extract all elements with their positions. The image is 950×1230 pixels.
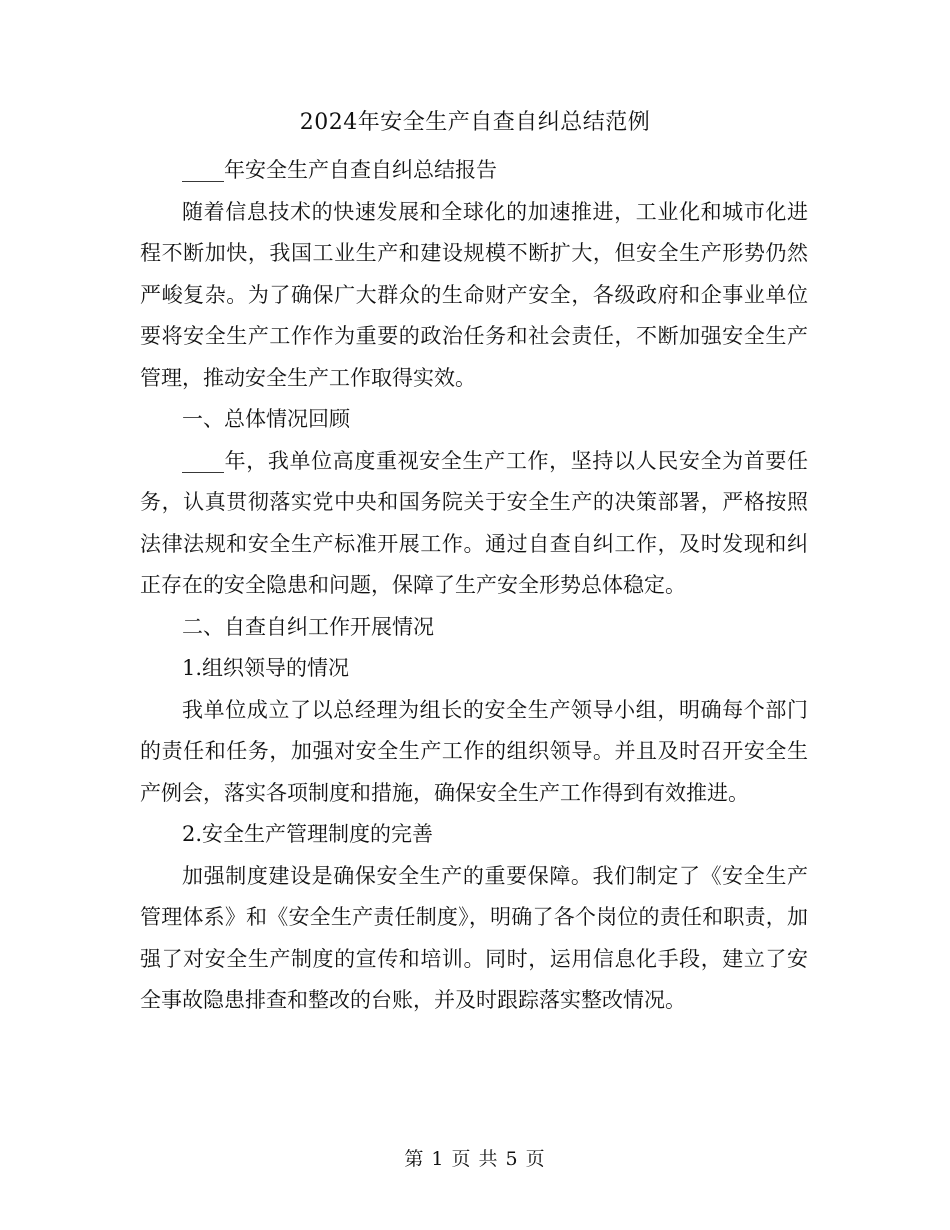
intro-paragraph: 随着信息技术的快速发展和全球化的加速推进，工业化和城市化进程不断加快，我国工业生产和建设规模不断扩大，但安全生产形势仍然严峻复杂。为了确保广大群众的生命财产安全，各级政府和企事业单位要将安全生产工作作为重要的政治任务和社会责任，不断加强安全生产管理，推动安全生产工作取得实效。 — [140, 199, 808, 390]
section-heading-self-check: 二、自查自纠工作开展情况 — [182, 614, 434, 639]
organization-paragraph: 我单位成立了以总经理为组长的安全生产领导小组，明确每个部门的责任和任务，加强对安全生产工作的组织领导。并且及时召开安全生产例会，落实各项制度和措施，确保安全生产工作得到有效推进。 — [140, 697, 808, 805]
document-body — [140, 150, 808, 1022]
section-heading-overview: 一、总体情况回顾 — [182, 407, 350, 431]
page-footer: 第 1 页 共 5 页 — [404, 1148, 546, 1170]
report-heading: ____年安全生产自查自纠总结报告 — [182, 158, 497, 182]
overview-paragraph: ____年，我单位高度重视安全生产工作，坚持以人民安全为首要任务，认真贯彻落实党中央和国务院关于安全生产的决策部署，严格按照法律法规和安全生产标准开展工作。通过自查自纠工作，及时发现和纠正存在的安全隐患和问题，保障了生产安全形势总体稳定。 — [140, 448, 808, 597]
document-title: 2024年安全生产自查自纠总结范例 — [299, 110, 651, 135]
subheading-organization: 1.组织领导的情况 — [182, 656, 350, 680]
subheading-management-system: 2.安全生产管理制度的完善 — [182, 822, 434, 846]
management-system-paragraph: 加强制度建设是确保安全生产的重要保障。我们制定了《安全生产管理体系》和《安全生产责任制度》，明确了各个岗位的责任和职责，加强了对安全生产制度的宣传和培训。同时，运用信息化手段，建立了安全事故隐患排查和整改的台账，并及时跟踪落实整改情况。 — [140, 863, 808, 1012]
